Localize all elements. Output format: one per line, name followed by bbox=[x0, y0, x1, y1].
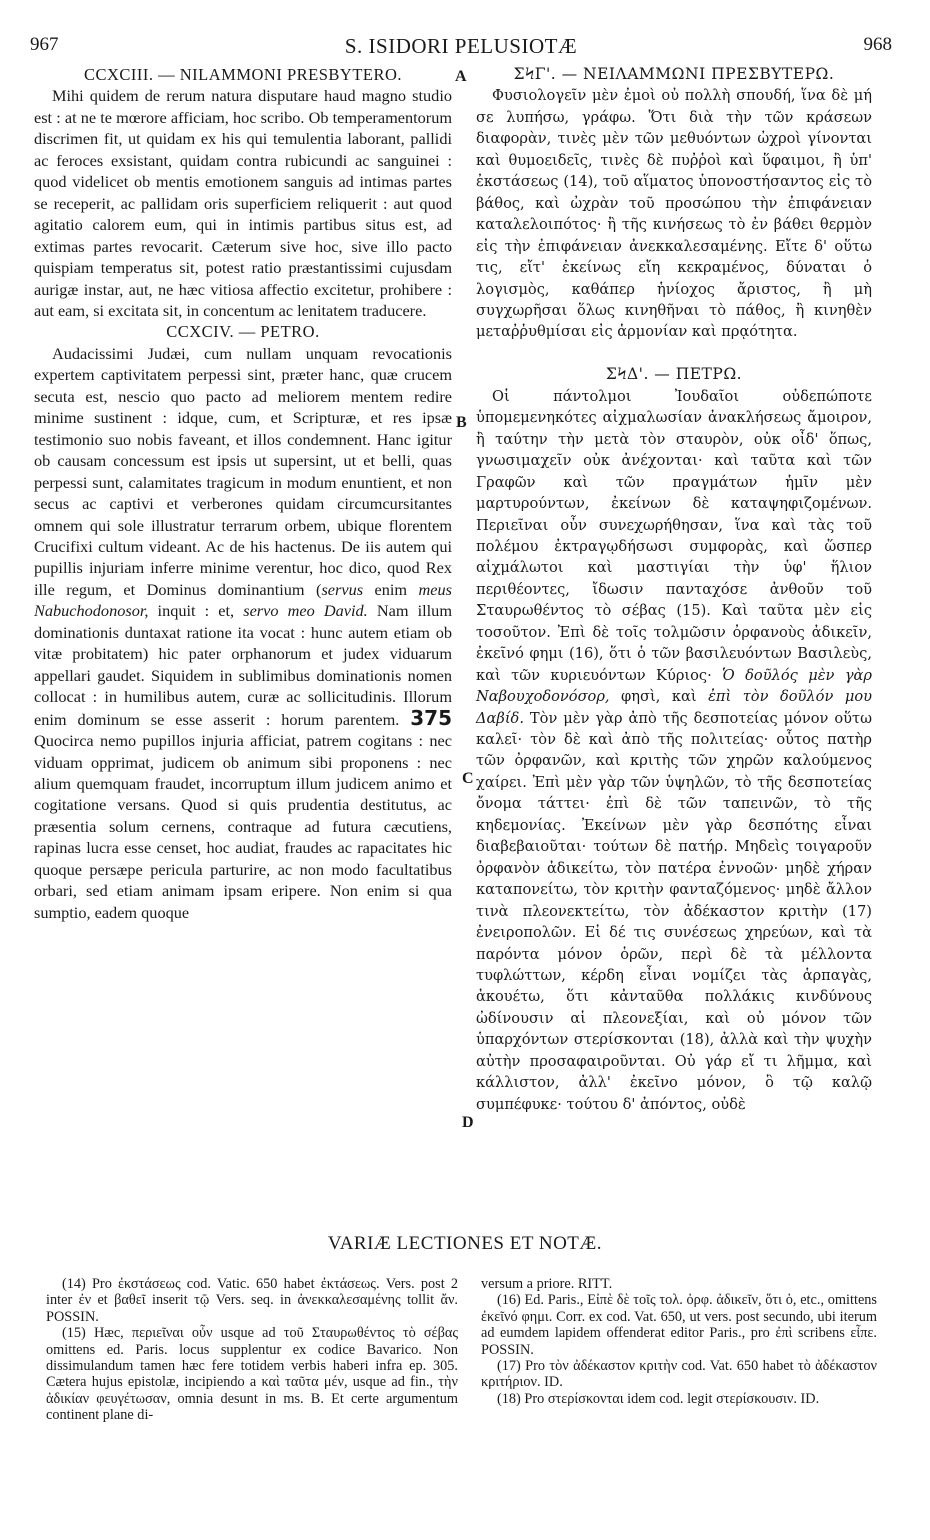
note-18: (18) Pro στερίσκονται idem cod. legit στερίσκουσιν. ID. bbox=[497, 1390, 820, 1407]
margin-marker-c: C bbox=[462, 770, 474, 787]
latin-column bbox=[34, 64, 452, 923]
section-heading-293-latin: CCXCIII. — NILAMMONI PRESBYTERO. bbox=[83, 65, 403, 84]
note-17: (17) Pro τὸν ἀδέκαστον κριτὴν cod. Vat. 650 habet τὸ ἀδέκαστον κριτήριον. ID. bbox=[481, 1358, 877, 1391]
letter-293-greek: Φυσιολογεῖν μὲν ἐμοὶ οὐ πολλὴ σπουδή, ἵνα δὲ μή σε λυπήσω, γράφω. Ὅτι διὰ τὴν τῶν κράσεων διαφορὰν, τινὲς μὲν τῶν μεθυόντων ὠχροὶ γίνονται καὶ θυμοειδεῖς, τινὲς δὲ πυῤῥοὶ καὶ ὕφαιμοι, ἢ ὑπ' ἐκστάσεως (14), τοῦ αἵματος ὑπονοστήσαντος εἰς τὸ βάθος, καὶ ὠχρὰν τοῦ προσώπου τὴν ἐπιφάνειαν καταλελοιπότος· ἢ τῆς κινήσεως τὸ ἐν βάθει θερμὸν εἰς τὴν ἐπιφάνειαν ἀνεκκαλεσαμένης. Εἴτε δ' οὕτω τις, εἴτ' ἐκείνως εἴη κεκραμένος, δύναται ὁ λογισμὸς, καθάπερ ἡνίοχος ἄριστος, ἢ μὴ συγχωρῆσαι ὅλως κινηθῆναι τὸ πάθος, ἢ κινηθὲν μεταῤῥυθμίσαι εἰς ἁρμονίαν καὶ πρᾳότητα. bbox=[476, 87, 872, 341]
italic-quote: ἐπὶ τὸν δοῦλόν μου Δαβίδ. bbox=[476, 688, 872, 727]
margin-marker-b: B bbox=[456, 414, 467, 431]
italic-quote: servo meo David. bbox=[243, 601, 368, 621]
running-title: S. ISIDORI PELUSIOTÆ bbox=[344, 34, 578, 58]
original-page-number: 375 bbox=[410, 705, 452, 730]
italic-quote: meus Nabuchodonosor, bbox=[34, 579, 452, 621]
page-header bbox=[30, 34, 892, 64]
text-run: enim bbox=[363, 579, 419, 599]
margin-marker-d: D bbox=[462, 1114, 474, 1131]
note-14: (14) Pro ἐκστάσεως cod. Vatic. 650 habet ἐκτάσεως. Vers. post 2 inter ἐν et βαθεῖ inserit τῷ Vers. seq. in ἀνεκκαλεσαμένης tollit ἄν. POSSIN. bbox=[46, 1276, 458, 1325]
text-run: Nam illum dominationis duntaxat ratione ita vocat : hunc autem etiam ob vitæ probitatem) hic pater orphanorum et judex viduarum appellari gaudet. Siquidem in sublimibus dominationis nomen collocat : in humilibus autem, curæ ac sollicitudinis. Illorum enim dominum se esse asserit : horum parentem. bbox=[34, 601, 452, 729]
page-number-left: 967 bbox=[30, 34, 59, 55]
page-number-right: 968 bbox=[863, 34, 892, 55]
spacer bbox=[476, 343, 872, 364]
letter-293-latin: Mihi quidem de rerum natura disputare haud magno studio est : at ne te mœrore afficiam, hoc scribo. Ob temperamentorum discrimen fit, ut quidam ex his qui temulentia laborant, pallidi ac feroces exsistant, quidam contra rubicundi ac sanguinei : quod videlicet ob mentis emotionem sanguis ad intimas partes se receperit, ac pallidam oris superficiem reliquerit : aut quod agitatio calorem eum, qui in intimis partibus situs est, ad extimas partes revocarit. Cæterum sive hoc, sive illo pacto quispiam temperatus sit, potest ratio præstantissimi cujusdam aurigæ instar, aut, ne hæc vitiosa affectio excitetur, prohibere : aut eam, si excitata sit, in concentum ac lenitatem traducere. bbox=[34, 86, 452, 320]
margin-marker-a: A bbox=[455, 68, 467, 85]
italic-quote: Ὁ δοῦλός μὲν γὰρ Ναβουχοδονόσορ, bbox=[476, 666, 872, 706]
text-run: inquit : et, bbox=[148, 601, 244, 621]
section-heading-293-greek: ΣϞΓ'. — ΝΕΙΛΑΜΜΩΝΙ ΠΡΕΣΒΥΤΕΡΩ. bbox=[513, 65, 835, 83]
text-run: Τὸν μὲν γὰρ ἀπὸ τῆς δεσποτείας μόνον οὕτω καλεῖ· τὸν δὲ καὶ ἀπὸ τῆς πολιτείας· οὗτος πατὴρ τῶν ὀρφανῶν, καὶ κριτὴς τῶν χηρῶν καλούμενος χαίρει. Ἐπὶ μὲν γὰρ τῶν ὑψηλῶν, τὸ τῆς δεσποτείας ὄνομα τάττει· ἐπὶ δὲ τῶν ταπεινῶν, τὸ τῆς κηδεμονίας. Ἐκείνων μὲν γὰρ δεσπότης εἶναι διαβεβαιοῦται· τούτων δὲ πατήρ. Μηδεὶς τοιγαροῦν ὀρφανὸν ἀδικείτω, τὸν πατέρα ἐννοῶν· μηδὲ χήραν καταπονείτω, τὸν κριτὴν φανταζόμενος· μηδὲ ἄλλον τινὰ πλεονεκτείτω, τὸν ἀδέκαστον κριτὴν (17) ἐνειροπολῶν. Εἰ δέ τις συνέσεως χηρεύων, καὶ τὰ παρόντα μόνον ὁρῶν, περὶ δὲ τὰ μέλλοντα τυφλώττων, κέρδη εἶναι νομίζει τὰς ἁρπαγὰς, ἀκουέτω, ὅτι κἀνταῦθα πολλάκις κινδύνους ὠδίνουσιν αἱ πλεονεξίαι, καὶ οὐ μόνον τῶν ὑπαρχόντων στερίσκονται (18), ἀλλὰ καὶ τὴν ψυχὴν αὐτὴν προσαφαιροῦνται. Οὐ γάρ εἴ τι λῆμμα, καὶ κάλλιστον, ἀλλ' ἐκεῖνο μόνον, ὃ τῷ καλῷ συμπέφυκε· τούτου δ' ἀπόντος, οὐδὲ bbox=[476, 709, 872, 1113]
section-heading-294-latin: CCXCIV. — PETRO. bbox=[166, 322, 320, 342]
notes-column-left bbox=[46, 1276, 458, 1424]
greek-column bbox=[476, 64, 872, 1115]
text-run: Audacissimi Judæi, cum nullam unquam revocationis expertem captivitatem perpessi sint, præter hanc, quæ crucem secuta est, nescio quo pacto ad meliorem mentem redire minime sustinent : idque, cum, et Scripturæ, et res ipsæ testimonio suo nobis faveant, et illos condemnent. Hanc igitur ob causam concessum est ipsis ut supersint, ut et belli, quas perpessi sunt, calamitates tragicum in modum enuntient, et non secus ac captivi et verberones quidam circumcursitantes omnem qui sole illustratur terrarum orbem, ubique florentem Crucifixi cultum videant. Ac de his hactenus. De iis autem qui pupillis injuriam inferre minime verentur, hoc dico, quod Rex ille regum, et Dominus dominantium ( bbox=[34, 343, 452, 599]
italic-quote: servus bbox=[321, 579, 364, 599]
letter-294-greek bbox=[476, 386, 872, 1115]
text-run: φησὶ, καὶ bbox=[609, 688, 709, 706]
notes-heading: VARIÆ LECTIONES ET NOTÆ. bbox=[327, 1233, 603, 1254]
text-run: Οἱ πάντολμοι Ἰουδαῖοι οὐδεπώποτε ὑπομεμενηκότες αἰχμαλωσίαν ἀνακλήσεως ἄμοιρον, ἢ ταύτην τὴν μετὰ τὸν σταυρὸν, οὐκ οἶδ' ὅπως, γνωσιμαχεῖν οὐκ ἀνέχονται· καὶ ταῦτα καὶ τῶν Γραφῶν καὶ τῶν πραγμάτων ἡμῖν μὲν μαρτυρούντων, ἐκείνων δὲ καταψηφιζομένων. Περιεῖναι οὖν συνεχωρήθησαν, ἵνα καὶ τὰς τοῦ πολέμου ἐκτραγῳδήσωσι συμφορὰς, καὶ ὥσπερ αἰχμάλωτοι καὶ μαστιγίαι τὴν ὑφ' ἥλιον περιθέοντες, ἴδωσιν πανταχόσε ἀνθοῦν τοῦ Σταυρωθέντος τὸ σέβας (15). Καὶ ταῦτα μὲν εἰς τοσοῦτον. Ἐπὶ δὲ τοῖς τολμῶσιν ὀρφανοὺς ἀδικεῖν, ἐκεῖνό φημι (16), ὅτι ὁ τῶν βασιλευόντων Βασιλεὺς, καὶ τῶν κυριευόντων Κύριος· bbox=[476, 387, 872, 684]
text-run: Quocirca nemo pupillos injuria afficiat, patrem cogitans : nec viduam opprimat, judicem ob animum sibi proponens : nec alium quemquam fraudet, incorruptum illum judicem animo et cogitatione versans. Quod si quis prudentia destitutus, ac præsentia solum cernens, contraque ad futura cæcutiens, rapinas lucra esse censet, hoc audiat, fraudes ac rapacitates hic quoque persæpe pericula parturire, ac non modo facultatibus orbari, sed etiam animam ipsam eripere. Non enim si qua sumptio, eadem quoque bbox=[34, 731, 452, 922]
note-15-continued: versum a priore. RITT. bbox=[481, 1276, 613, 1292]
letter-294-latin bbox=[34, 343, 452, 923]
notes-column-right bbox=[481, 1276, 877, 1407]
note-16: (16) Ed. Paris., Εἰπὲ δὲ τοῖς τολ. ὀρφ. ἀδικεῖν, ὅτι ὁ, etc., omittens ἐκεῖνό φημι. Corr. ex cod. Vat. 650, ut vers. post secundo, ubi iterum ad eumdem lapidem offenderat editor Paris., pro ἐπὶ scribens εἶπε. POSSIN. bbox=[481, 1292, 877, 1358]
note-15: (15) Hæc, περιεῖναι οὖν usque ad τοῦ Σταυρωθέντος τὸ σέβας omittens ed. Paris. locus supplentur ex codice Bavarico. Non dissimulandum tamen hæc fere totidem verbis haberi infra ep. 305. Cætera hujus epistolæ, incipiendo a καὶ ταῦτα μέν, usque ad fin., τὴν ἀδικίαν φευγέτωσαν, omnia desunt in ms. B. Et certe argumentum continent plane di- bbox=[46, 1325, 458, 1424]
section-heading-294-greek: ΣϞΔ'. — ΠΕΤΡΩ. bbox=[605, 365, 743, 384]
